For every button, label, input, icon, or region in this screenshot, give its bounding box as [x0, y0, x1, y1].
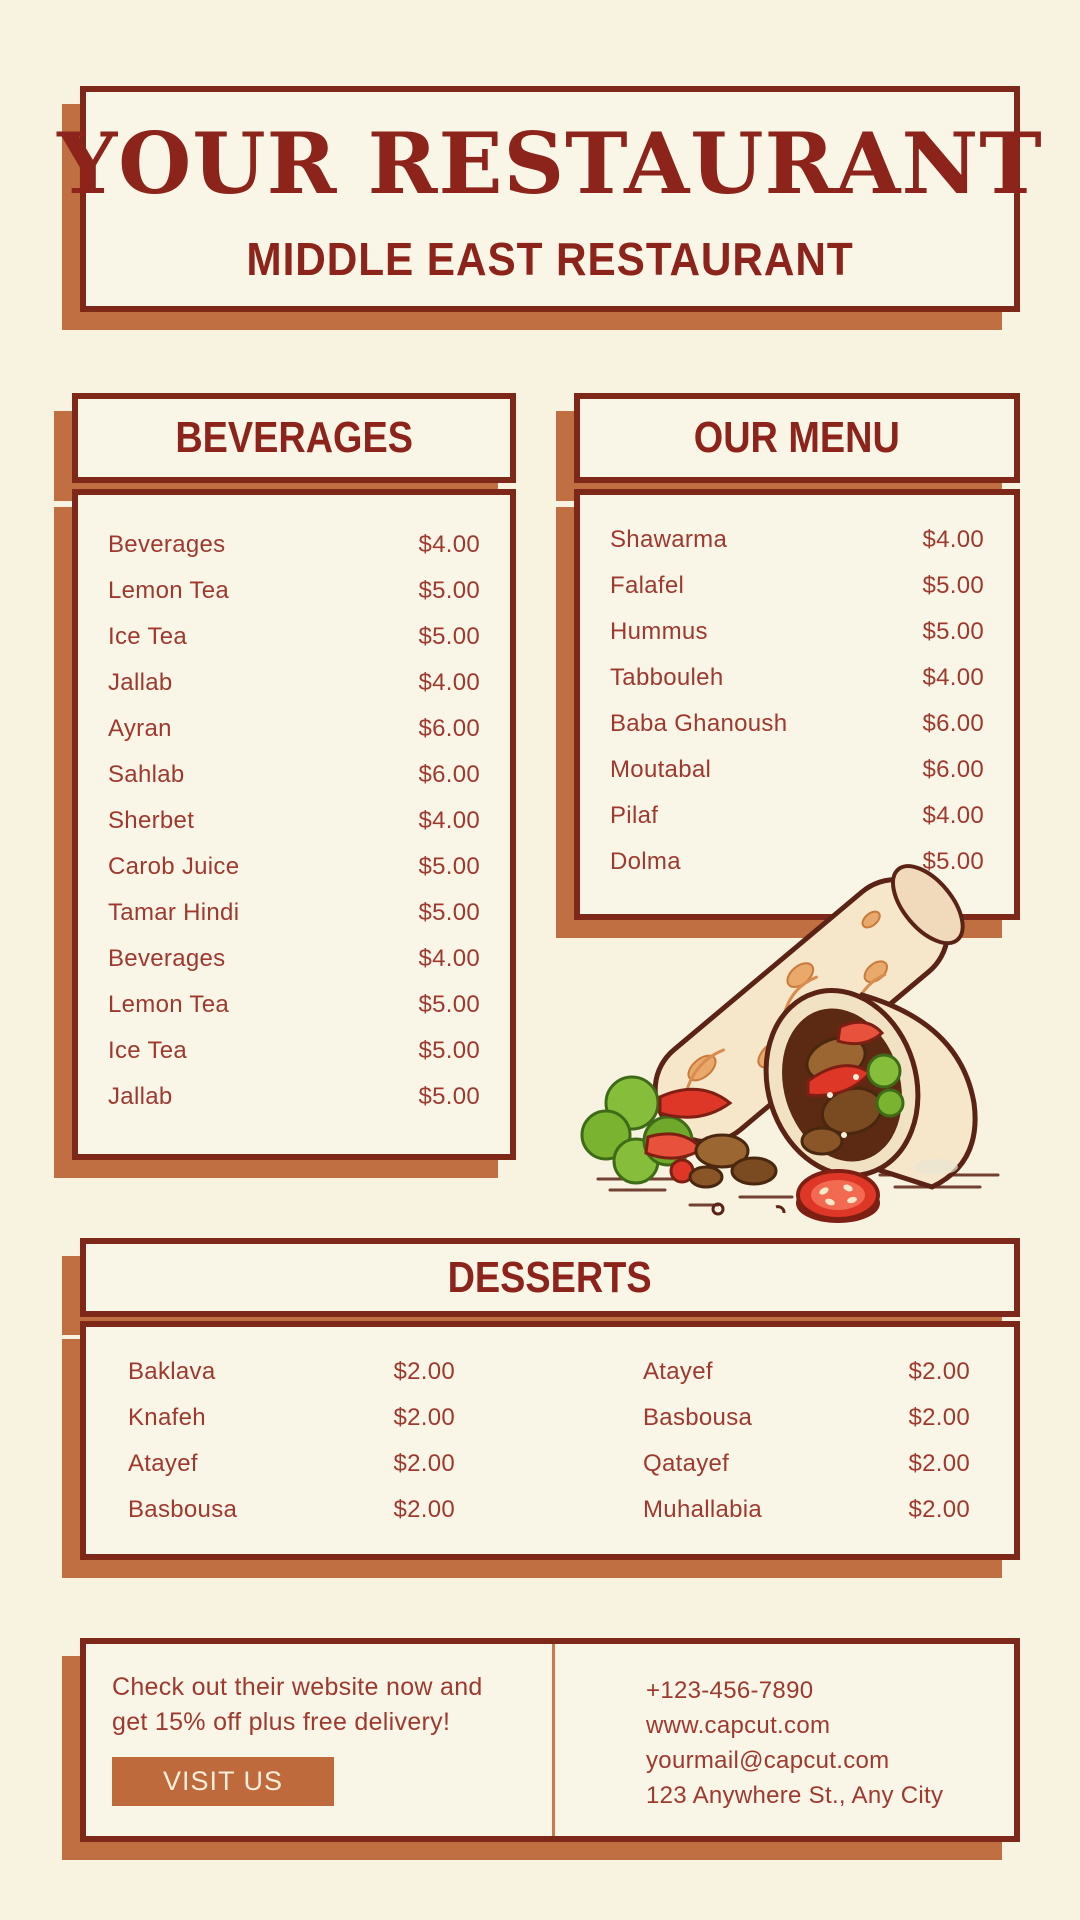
item-name: Carob Juice [108, 853, 240, 880]
item-price: $2.00 [393, 1403, 455, 1431]
menu-item-row [108, 798, 480, 844]
menu-item-row [108, 982, 480, 1028]
footer-contact [555, 1644, 1014, 1836]
item-name: Qatayef [643, 1449, 730, 1477]
item-name: Basbousa [128, 1495, 238, 1523]
item-price: $4.00 [922, 664, 984, 691]
footer-panel [80, 1638, 1020, 1842]
item-name: Knafeh [128, 1403, 206, 1431]
item-price: $4.00 [418, 807, 480, 834]
menu-item-row [108, 1074, 480, 1120]
item-name: Shawarma [610, 526, 728, 553]
desserts-title: DESSERTS [448, 1252, 652, 1302]
item-name: Atayef [128, 1449, 198, 1477]
item-name: Hummus [610, 618, 708, 645]
item-price: $5.00 [418, 853, 480, 880]
menu-item-row [108, 890, 480, 936]
menu-item-row [643, 1441, 970, 1487]
item-price: $4.00 [418, 945, 480, 972]
item-name: Baklava [128, 1357, 216, 1385]
menu-item-row [610, 609, 984, 655]
item-price: $5.00 [418, 623, 480, 650]
item-name: Lemon Tea [108, 991, 230, 1018]
item-name: Lemon Tea [108, 577, 230, 604]
contact-line: +123-456-7890 [646, 1677, 814, 1704]
item-price: $2.00 [908, 1449, 970, 1477]
menu-item-row [610, 655, 984, 701]
menu-item-row [108, 614, 480, 660]
item-price: $5.00 [418, 899, 480, 926]
menu-item-row [108, 660, 480, 706]
item-name: Beverages [108, 945, 226, 972]
restaurant-title: YOUR RESTAURANT [57, 114, 1043, 213]
item-price: $5.00 [922, 572, 984, 599]
item-price: $2.00 [393, 1495, 455, 1523]
item-name: Falafel [610, 572, 685, 599]
item-name: Basbousa [643, 1403, 753, 1431]
header-panel [57, 86, 1043, 312]
menu-item-row [108, 522, 480, 568]
shawarma-wraps-illustration [540, 845, 1020, 1235]
desserts-right-column [550, 1349, 1014, 1533]
item-price: $4.00 [418, 531, 480, 558]
menu-item-row [128, 1487, 455, 1533]
item-price: $4.00 [418, 669, 480, 696]
menu-item-row [108, 752, 480, 798]
item-name: Baba Ghanoush [610, 710, 788, 737]
menu-item-row [108, 844, 480, 890]
item-name: Jallab [108, 669, 173, 696]
menu-item-row [108, 568, 480, 614]
menu-item-row [610, 701, 984, 747]
menu-item-row [108, 1028, 480, 1074]
item-price: $2.00 [908, 1495, 970, 1523]
contact-line: www.capcut.com [646, 1712, 831, 1739]
desserts-header [80, 1238, 1020, 1317]
item-name: Sherbet [108, 807, 195, 834]
item-price: $5.00 [418, 1037, 480, 1064]
menu-item-row [128, 1349, 455, 1395]
item-price: $4.00 [922, 802, 984, 829]
item-name: Ayran [108, 715, 172, 742]
promo-text-line1: Check out their website now and [112, 1673, 483, 1701]
item-name: Tabbouleh [610, 664, 724, 691]
item-price: $5.00 [418, 991, 480, 1018]
item-name: Sahlab [108, 761, 185, 788]
item-price: $2.00 [908, 1403, 970, 1431]
our-menu-header [574, 393, 1020, 483]
item-name: Ice Tea [108, 623, 188, 650]
item-name: Jallab [108, 1083, 173, 1110]
menu-item-row [610, 793, 984, 839]
item-name: Moutabal [610, 756, 712, 783]
contact-line: 123 Anywhere St., Any City [646, 1782, 944, 1809]
visit-us-button[interactable]: VISIT US [112, 1757, 334, 1806]
footer-promo [86, 1644, 552, 1836]
menu-item-row [610, 747, 984, 793]
restaurant-subtitle: MIDDLE EAST RESTAURANT [246, 233, 854, 285]
item-price: $2.00 [393, 1449, 455, 1477]
item-price: $5.00 [418, 1083, 480, 1110]
menu-item-row [128, 1395, 455, 1441]
menu-item-row [610, 517, 984, 563]
menu-item-row [610, 563, 984, 609]
item-price: $6.00 [418, 761, 480, 788]
beverages-list [72, 489, 516, 1160]
item-price: $6.00 [418, 715, 480, 742]
menu-item-row [643, 1395, 970, 1441]
item-price: $6.00 [922, 710, 984, 737]
item-name: Beverages [108, 531, 226, 558]
item-price: $5.00 [418, 577, 480, 604]
menu-item-row [108, 706, 480, 752]
item-price: $5.00 [922, 618, 984, 645]
contact-line: yourmail@capcut.com [646, 1747, 890, 1774]
desserts-left-column [86, 1349, 550, 1533]
item-name: Atayef [643, 1357, 713, 1385]
menu-item-row [108, 936, 480, 982]
promo-text-line2: get 15% off plus free delivery! [112, 1708, 451, 1736]
desserts-list [80, 1321, 1020, 1560]
item-price: $2.00 [393, 1357, 455, 1385]
item-price: $6.00 [922, 756, 984, 783]
beverages-title: BEVERAGES [175, 413, 413, 462]
our-menu-title: OUR MENU [693, 413, 901, 462]
item-price: $4.00 [922, 526, 984, 553]
item-price: $2.00 [908, 1357, 970, 1385]
menu-item-row [643, 1487, 970, 1533]
item-name: Tamar Hindi [108, 899, 240, 926]
item-name: Pilaf [610, 802, 659, 829]
item-price: $5.00 [922, 848, 984, 875]
item-name: Dolma [610, 848, 681, 875]
item-name: Muhallabia [643, 1495, 763, 1523]
item-name: Ice Tea [108, 1037, 188, 1064]
menu-item-row [643, 1349, 970, 1395]
menu-item-row [128, 1441, 455, 1487]
beverages-header [72, 393, 516, 483]
